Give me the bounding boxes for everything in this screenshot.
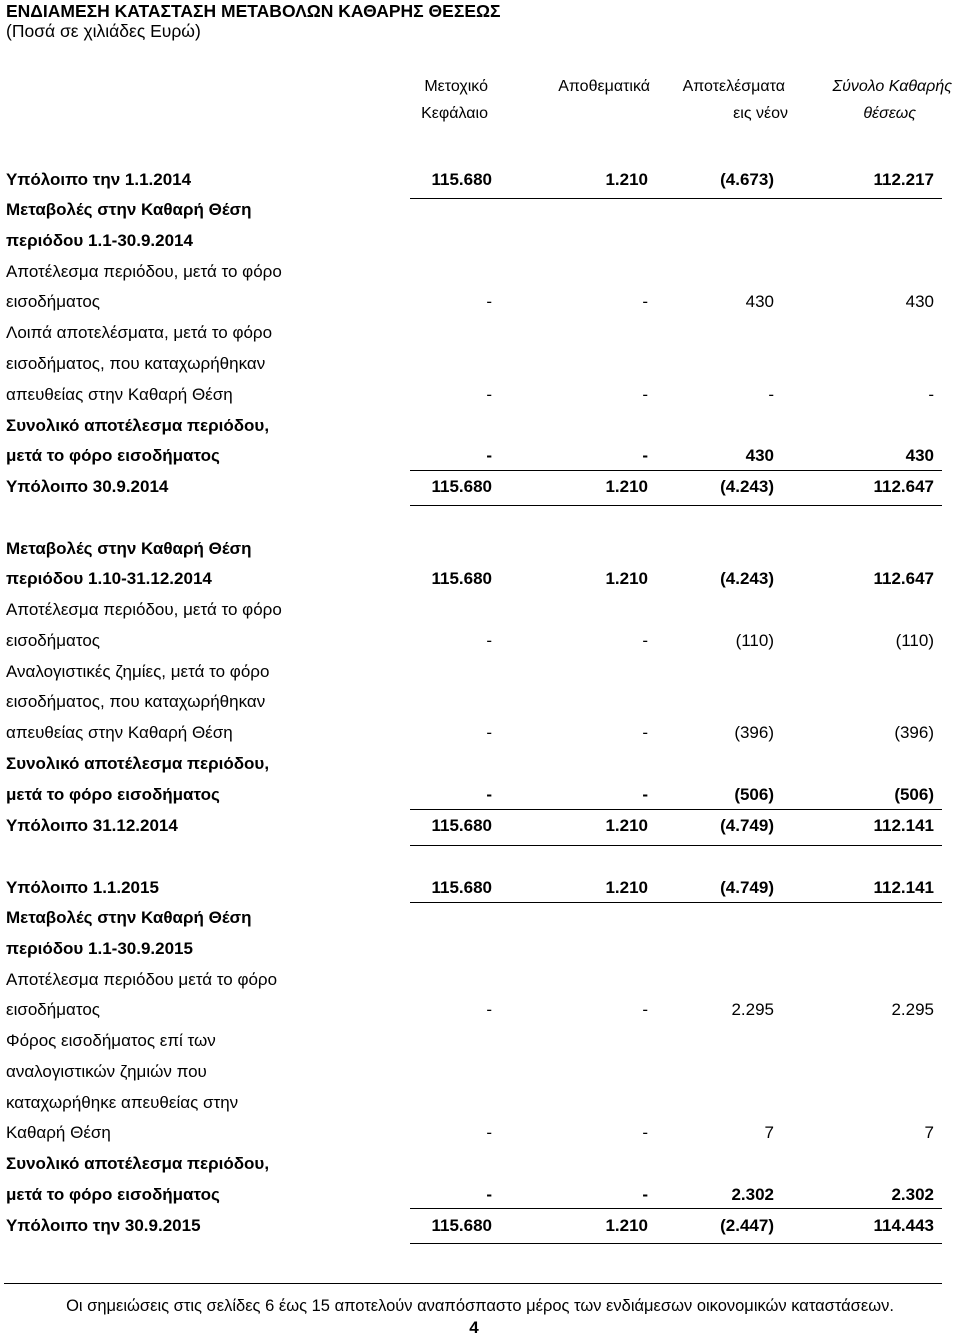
retained-earnings-value: 2.295 [731,1000,774,1019]
total-equity-value: - [928,385,934,404]
row-label: μετά το φόρο εισοδήματος [6,446,220,465]
row-label: Αναλογιστικές ζημίες, μετά το φόρο [6,662,270,681]
table-row [6,998,946,1022]
row-label: Υπόλοιπο την 1.1.2014 [6,170,192,189]
table-row [6,198,946,222]
row-label: Μεταβολές στην Καθαρή Θέση [6,539,252,558]
row-label: Συνολικό αποτέλεσμα περιόδου, [6,416,270,435]
table-row [6,383,946,407]
table-row [6,1060,946,1084]
statement-subtitle: (Ποσά σε χιλιάδες Ευρώ) [6,21,201,41]
table-row [6,906,946,930]
row-label: Συνολικό αποτέλεσμα περιόδου, [6,1154,270,1173]
share-capital-value: 115.680 [431,170,492,189]
page-number: 4 [469,1318,479,1337]
reserves-value: 1.210 [605,878,648,897]
total-equity-value: 2.295 [891,1000,934,1019]
share-capital-value: - [486,1123,492,1142]
table-row [6,1183,946,1207]
total-equity-value: (506) [894,785,934,804]
table-row [6,876,946,900]
rule-under-total-1 [410,470,942,471]
total-equity-value: 112.647 [873,569,934,588]
table-row [6,937,946,961]
share-capital-value: 115.680 [431,477,492,496]
table-row [6,229,946,253]
table-row [6,598,946,622]
total-equity-value: 114.443 [873,1216,934,1235]
retained-earnings-value: 430 [745,292,774,311]
total-equity-value: 112.141 [873,878,934,897]
table-row [6,1029,946,1053]
row-label: απευθείας στην Καθαρή Θέση [6,385,233,404]
header-share-capital-line1: Μετοχικό [424,78,488,95]
table-row [6,567,946,591]
table-row [6,690,946,714]
row-label: εισοδήματος, που καταχωρήθηκαν [6,354,266,373]
table-row [6,352,946,376]
reserves-value: 1.210 [605,477,648,496]
table-row [6,475,946,499]
reserves-value: - [642,1123,648,1142]
share-capital-value: - [486,631,492,650]
reserves-value: - [642,292,648,311]
rule-under-total-3 [410,1208,942,1209]
share-capital-value: 115.680 [431,878,492,897]
retained-earnings-value: (4.749) [720,816,774,835]
total-equity-value: 2.302 [891,1185,934,1204]
table-row [6,168,946,192]
row-label: Υπόλοιπο την 30.9.2015 [6,1216,201,1235]
table-row [6,1214,946,1238]
row-label: Μεταβολές στην Καθαρή Θέση [6,908,252,927]
table-row [6,752,946,776]
retained-earnings-value: (4.749) [720,878,774,897]
total-equity-value: (396) [894,723,934,742]
rule-under-balance-5 [410,1243,942,1244]
row-label: Συνολικό αποτέλεσμα περιόδου, [6,754,270,773]
row-label: περιόδου 1.1-30.9.2014 [6,231,193,250]
row-label: Αποτέλεσμα περιόδου, μετά το φόρο [6,262,282,281]
reserves-value: - [642,446,648,465]
retained-earnings-value: (4.243) [720,477,774,496]
retained-earnings-value: (396) [734,723,774,742]
rule-under-balance-1 [410,198,942,199]
retained-earnings-value: - [768,385,774,404]
rule-under-balance-3 [410,845,942,846]
table-row [6,721,946,745]
table-row [6,537,946,561]
share-capital-value: - [486,385,492,404]
row-label: αναλογιστικών ζημιών που [6,1062,207,1081]
share-capital-value: - [486,292,492,311]
header-total-equity-line2: θέσεως [863,105,916,122]
row-label: περιόδου 1.1-30.9.2015 [6,939,193,958]
row-label: Λοιπά αποτελέσματα, μετά το φόρο [6,323,273,342]
reserves-value: - [642,1185,648,1204]
retained-earnings-value: 7 [764,1123,774,1142]
share-capital-value: 115.680 [431,816,492,835]
share-capital-value: - [486,1185,492,1204]
header-share-capital-line2: Κεφάλαιο [421,105,488,122]
share-capital-value: - [486,785,492,804]
reserves-value: - [642,1000,648,1019]
row-label: απευθείας στην Καθαρή Θέση [6,723,233,742]
footer-divider [4,1283,942,1284]
share-capital-value: - [486,723,492,742]
rule-under-total-2 [410,809,942,810]
total-equity-value: 112.647 [873,477,934,496]
table-row [6,968,946,992]
table-row [6,814,946,838]
table-row [6,321,946,345]
header-total-equity-line1: Σύνολο Καθαρής [832,78,952,95]
share-capital-value: 115.680 [431,1216,492,1235]
row-label: μετά το φόρο εισοδήματος [6,1185,220,1204]
row-label: Αποτέλεσμα περιόδου μετά το φόρο [6,970,278,989]
total-equity-value: 112.217 [873,170,934,189]
retained-earnings-value: (506) [734,785,774,804]
row-label: Υπόλοιπο 30.9.2014 [6,477,169,496]
statement-title: ΕΝΔΙΑΜΕΣΗ ΚΑΤΑΣΤΑΣΗ ΜΕΤΑΒΟΛΩΝ ΚΑΘΑΡΗΣ ΘΕΣΕΩΣ [6,1,501,21]
row-label: Φόρος εισοδήματος επί των [6,1031,216,1050]
total-equity-value: (110) [895,631,934,650]
share-capital-value: - [486,446,492,465]
table-row [6,414,946,438]
reserves-value: 1.210 [605,816,648,835]
table-row [6,290,946,314]
total-equity-value: 112.141 [873,816,934,835]
total-equity-value: 7 [924,1123,934,1142]
header-retained-earnings-line1: Αποτελέσματα [682,78,785,95]
table-row [6,260,946,284]
row-label: Μεταβολές στην Καθαρή Θέση [6,200,252,219]
reserves-value: - [642,385,648,404]
reserves-value: 1.210 [605,569,648,588]
header-reserves: Αποθεματικά [558,78,650,95]
table-row [6,1091,946,1115]
total-equity-value: 430 [905,446,934,465]
retained-earnings-value: (4.673) [720,170,774,189]
share-capital-value: - [486,1000,492,1019]
row-label: μετά το φόρο εισοδήματος [6,785,220,804]
table-row [6,444,946,468]
table-row [6,629,946,653]
footer-note: Οι σημειώσεις στις σελίδες 6 έως 15 αποτελούν αναπόσπαστο μέρος των ενδιάμεσων οικονομικών καταστάσεων. [66,1297,894,1315]
header-retained-earnings-line2: εις νέον [733,105,788,122]
rule-under-balance-4 [410,902,942,903]
row-label: Αποτέλεσμα περιόδου, μετά το φόρο [6,600,282,619]
row-label: εισοδήματος [6,631,100,650]
row-label: Υπόλοιπο 1.1.2015 [6,878,159,897]
reserves-value: - [642,785,648,804]
retained-earnings-value: (4.243) [720,569,774,588]
table-row [6,1121,946,1145]
row-label: καταχωρήθηκε απευθείας στην [6,1093,239,1112]
reserves-value: 1.210 [605,170,648,189]
retained-earnings-value: (2.447) [720,1216,774,1235]
table-row [6,783,946,807]
row-label: Καθαρή Θέση [6,1123,111,1142]
row-label: περιόδου 1.10-31.12.2014 [6,569,212,588]
reserves-value: - [642,723,648,742]
row-label: εισοδήματος [6,1000,100,1019]
row-label: εισοδήματος, που καταχωρήθηκαν [6,692,266,711]
reserves-value: 1.210 [605,1216,648,1235]
reserves-value: - [642,631,648,650]
row-label: Υπόλοιπο 31.12.2014 [6,816,178,835]
rule-under-balance-2 [410,505,942,506]
row-label: εισοδήματος [6,292,100,311]
total-equity-value: 430 [905,292,934,311]
retained-earnings-value: (110) [735,631,774,650]
table-row [6,1152,946,1176]
retained-earnings-value: 430 [745,446,774,465]
table-row [6,660,946,684]
retained-earnings-value: 2.302 [731,1185,774,1204]
share-capital-value: 115.680 [431,569,492,588]
